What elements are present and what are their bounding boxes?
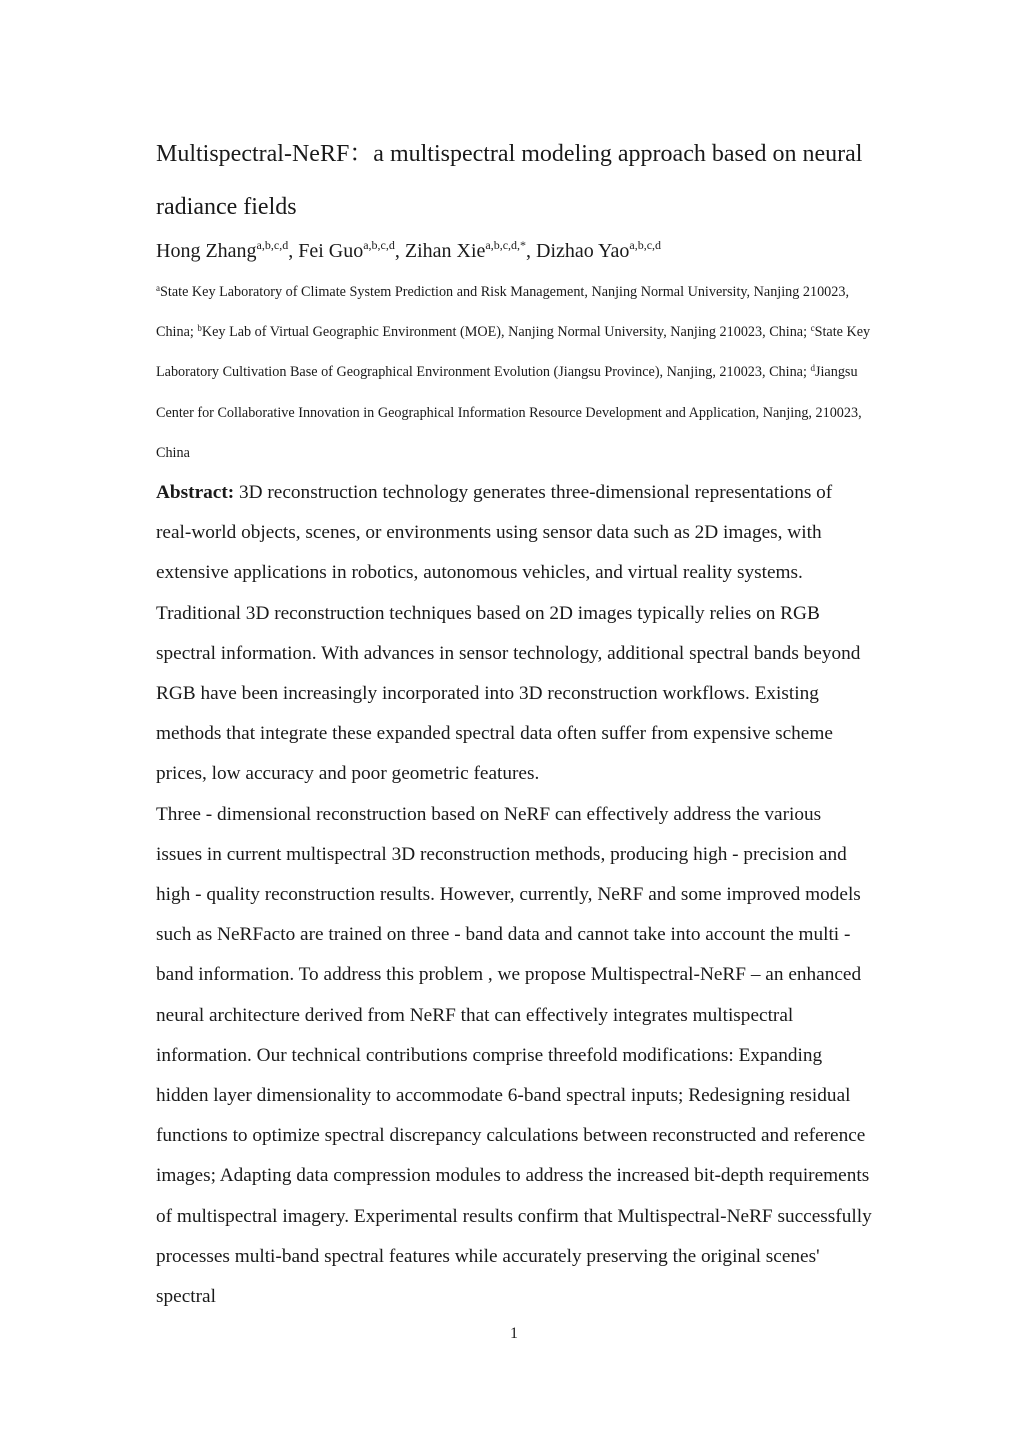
author-separator: , [288,240,299,262]
abstract-text: 3D reconstruction technology generates three-dimensional representations of real-world objects, scenes, or environments using sensor data such as 2D images, with extensive applications in robotics, autonomous vehicles, and virtual reality systems. Traditional 3D reconstruction techniques based on 2D images typically relies on RGB spectral information. With advances in sensor technology, additional spectral bands beyond RGB have been increasingly incorporated into 3D reconstruction workflows. Existing methods that integrate these expanded spectral data often suffer from expensive scheme prices, low accuracy and poor geometric features. [156,482,861,785]
abstract-paragraph [156,473,872,795]
author-separator: , [394,240,405,262]
author-name: Hong Zhang [156,240,257,262]
affiliation-text: Jiangsu Center for Collaborative Innovation in Geographical Information Resource Development and Application, Nanjing, 210023, China [156,364,862,461]
author-affiliation-marks: a,b,c,d [363,238,395,252]
author-affiliation-marks: a,b,c,d [629,238,662,252]
author-name: Fei Guo [298,240,364,262]
page-number: 1 [510,1325,518,1342]
author-name: Dizhao Yao [536,240,630,262]
affiliation-mark: c [810,323,815,334]
abstract-paragraph: Three - dimensional reconstruction based on NeRF can effectively address the various issues in current multispectral 3D reconstruction methods, producing high - precision and high - quality reconstruction results. However, currently, NeRF and some improved models such as NeRFacto are trained on three - band data and cannot take into account the multi - band information. To address this problem , we propose Multispectral-NeRF – an enhanced neural architecture derived from NeRF that can effectively integrates multispectral information. Our technical contributions comprise threefold modifications: Expanding hidden layer dimensionality to accommodate 6-band spectral inputs; Redesigning residual functions to optimize spectral discrepancy calculations between reconstructed and reference images; Adapting data compression modules to address the increased bit-depth requirements of multispectral imagery. Experimental results confirm that Multispectral-NeRF successfully processes multi-band spectral features while accurately preserving the original scenes' spectral [156,803,872,1308]
affiliation-text: State Key Laboratory of Climate System Prediction and Risk Management, Nanjing Normal University, Nanjing 210023, China; [156,284,850,341]
affiliation-text: Key Lab of Virtual Geographic Environment (MOE), Nanjing Normal University, Nanjing 210023, China; [201,324,811,341]
abstract [156,473,872,1317]
affiliation-mark: a [156,283,160,293]
author-list [156,236,872,266]
abstract-label: Abstract: [156,482,235,503]
paper-title: Multispectral-NeRF：a multispectral modeling approach based on neural radiance fields [156,141,863,220]
author-separator: , [526,240,537,262]
affiliation-mark: d [810,363,815,374]
author-affiliation-marks: a,b,c,d,* [485,238,527,252]
affiliations [156,272,872,473]
author-affiliation-marks: a,b,c,d [256,238,289,252]
affiliation-text: State Key Laboratory Cultivation Base of Geographical Environment Evolution (Jiangsu Province), Nanjing, 210023, China; [156,324,871,381]
author-name: Zihan Xie [404,240,486,262]
affiliation-mark: b [197,323,202,334]
